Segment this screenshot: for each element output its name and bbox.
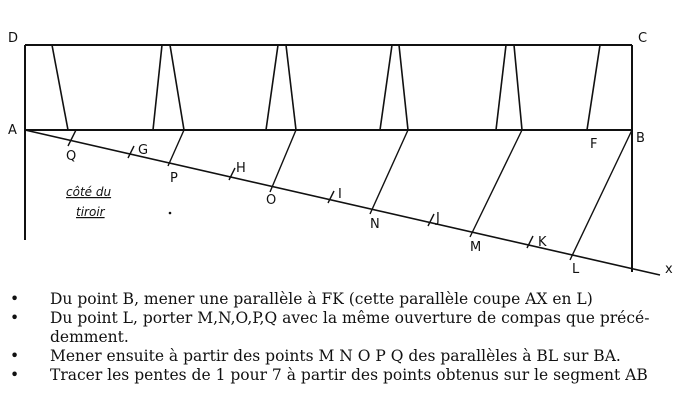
ray-ax (25, 130, 660, 275)
label-x: x (665, 262, 673, 277)
caption-line-2: tiroir (76, 205, 105, 219)
instruction-text: Du point L, porter M,N,O,P,Q avec la même ouverture de compas que précé- demment. (50, 309, 650, 346)
label-m: M (470, 240, 482, 255)
parallels-to-bl (68, 130, 632, 260)
label-l: L (572, 262, 580, 277)
instruction-item (8, 309, 680, 347)
instruction-item: • Du point B, mener une parallèle à FK (cette parallèle coupe AX en L) (8, 290, 680, 309)
label-p: P (170, 171, 178, 186)
label-n: N (370, 217, 380, 232)
instruction-item: • Tracer les pentes de 1 pour 7 à partir des points obtenus sur le segment AB (8, 366, 680, 385)
label-q: Q (66, 149, 77, 164)
label-k: K (538, 235, 547, 250)
label-f: F (590, 137, 598, 152)
label-d: D (8, 31, 19, 46)
label-b: B (636, 131, 645, 146)
caption-dot (169, 212, 172, 215)
label-c: C (638, 31, 648, 46)
caption-line-1: côté du (66, 185, 112, 199)
instruction-list (8, 290, 680, 385)
label-i: I (338, 187, 342, 202)
label-g: G (138, 143, 149, 158)
label-o: O (266, 193, 277, 208)
instruction-item: • Mener ensuite à partir des points M N O P Q des parallèles à BL sur BA. (8, 347, 680, 366)
label-j: J (436, 211, 440, 226)
label-a: A (8, 123, 17, 138)
dovetail-slopes (52, 45, 600, 130)
label-h: H (236, 161, 246, 176)
